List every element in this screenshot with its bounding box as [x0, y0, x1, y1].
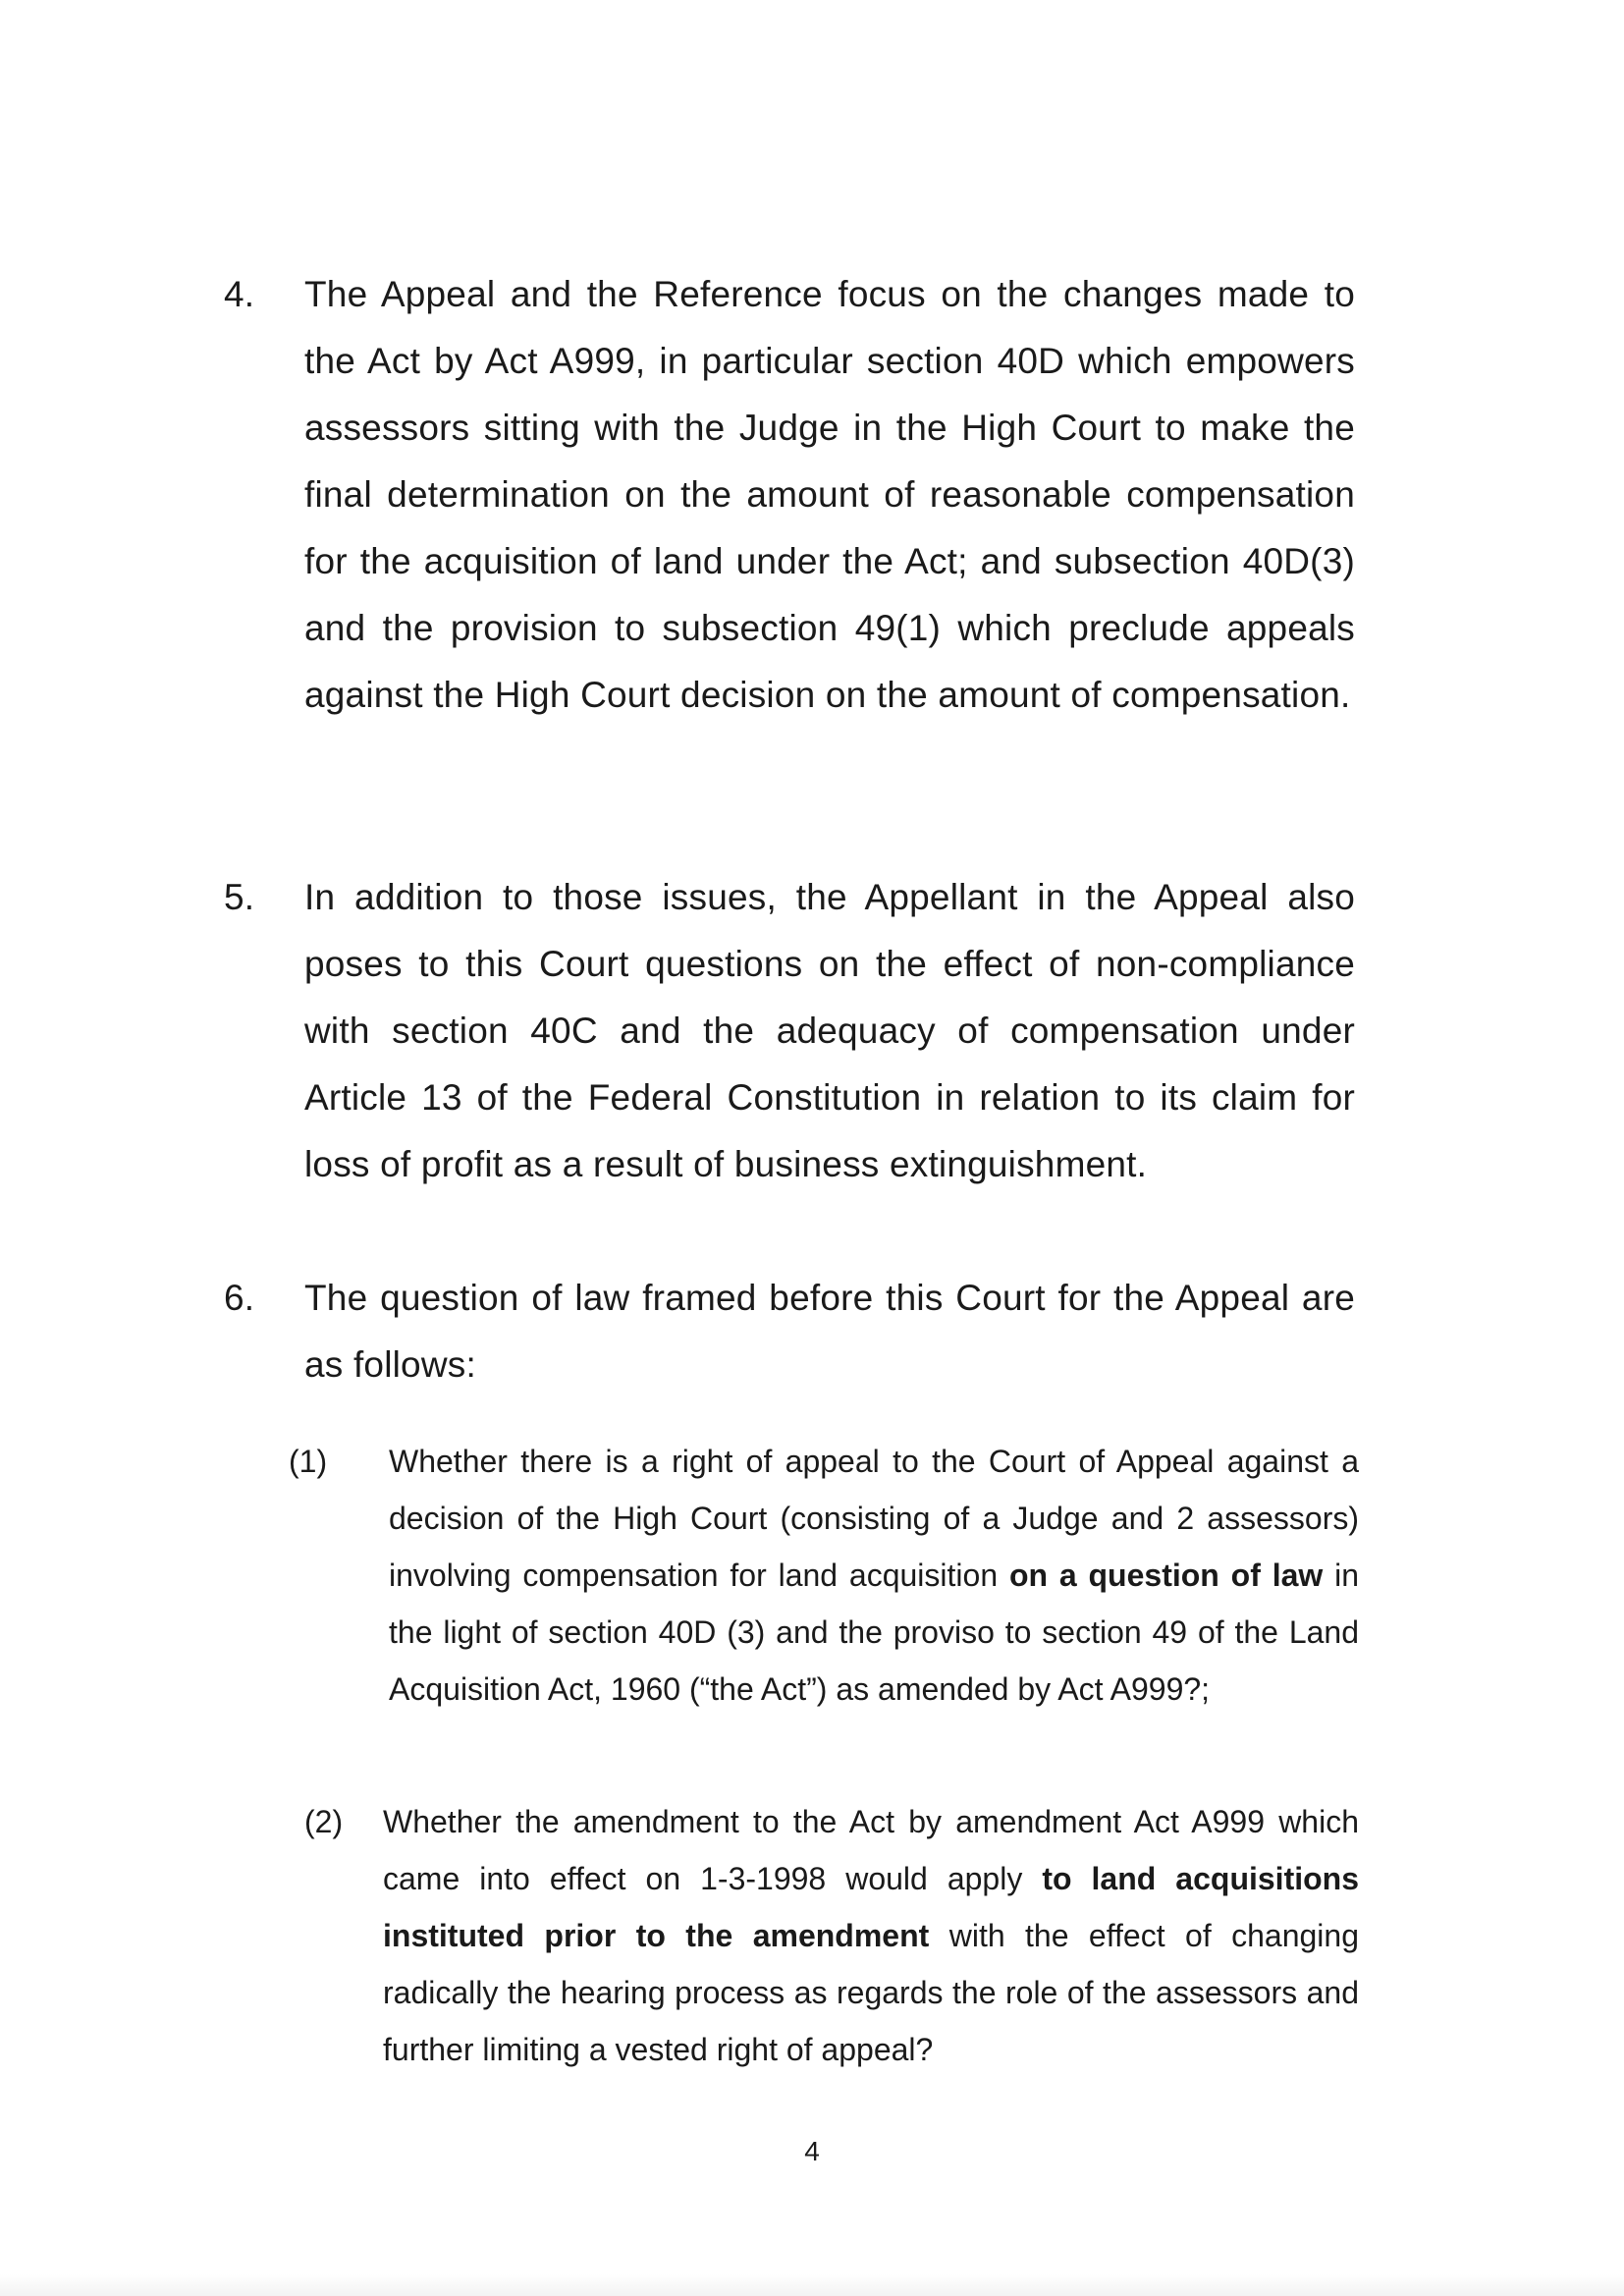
- question-1: [289, 1433, 1359, 1718]
- question-text: [389, 1433, 1359, 1718]
- question-text-part: Whether there is a right of appeal to the Court of Appeal against a decision of the High Court (consisting of a Judge and 2 assessors) involving compensation for land acquisition: [389, 1444, 1359, 1593]
- question-text-part: with the effect of changing radically the hearing process as regards the role of the assessors and further limiting a vested right of appeal?: [383, 1918, 1360, 2067]
- paragraph-number: 5.: [224, 877, 255, 917]
- question-text-bold: on a question of law: [1008, 1558, 1324, 1593]
- question-number: (2): [304, 1804, 344, 1839]
- paragraph-number: 6.: [224, 1278, 255, 1318]
- paragraph-6: [224, 1265, 1363, 1398]
- question-2: [304, 1793, 1359, 2078]
- question-text: [383, 1793, 1359, 2078]
- paragraph-text: In addition to those issues, the Appellant in the Appeal also poses to this Court questions on the effect of non-compliance with section 40C and the adequacy of compensation under Article 13 of the Federal Constitution in relation to its claim for loss of profit as a result of business extinguishment.: [304, 877, 1355, 1184]
- paragraph-text: The Appeal and the Reference focus on the changes made to the Act by Act A999, in particular section 40D which empowers assessors sitting with the Judge in the High Court to make the final determination on the amount of reasonable compensation for the acquisition of land under the Act; and subsection 40D(3) and the provision to subsection 49(1) which preclude appeals against the High Court decision on the amount of compensation.: [304, 274, 1355, 715]
- scan-edge: [0, 2274, 1624, 2296]
- question-text-bold: to land acquisitions instituted prior to the amendment: [383, 1861, 1360, 1953]
- question-number: (1): [289, 1444, 328, 1479]
- paragraph-4: [224, 261, 1363, 729]
- paragraph-number: 4.: [224, 274, 255, 314]
- paragraph-text: The question of law framed before this Court for the Appeal are as follows:: [304, 1278, 1355, 1385]
- page-number: 4: [804, 2136, 820, 2166]
- question-text-part: in the light of section 40D (3) and the proviso to section 49 of the Land Acquisition Act, 1960 (“the Act”) as amended by Act A999?;: [389, 1558, 1360, 1707]
- paragraph-5: [224, 864, 1363, 1198]
- question-text-part: Whether the amendment to the Act by amendment Act A999 which came into effect on 1-3-1998 would apply: [383, 1804, 1359, 1896]
